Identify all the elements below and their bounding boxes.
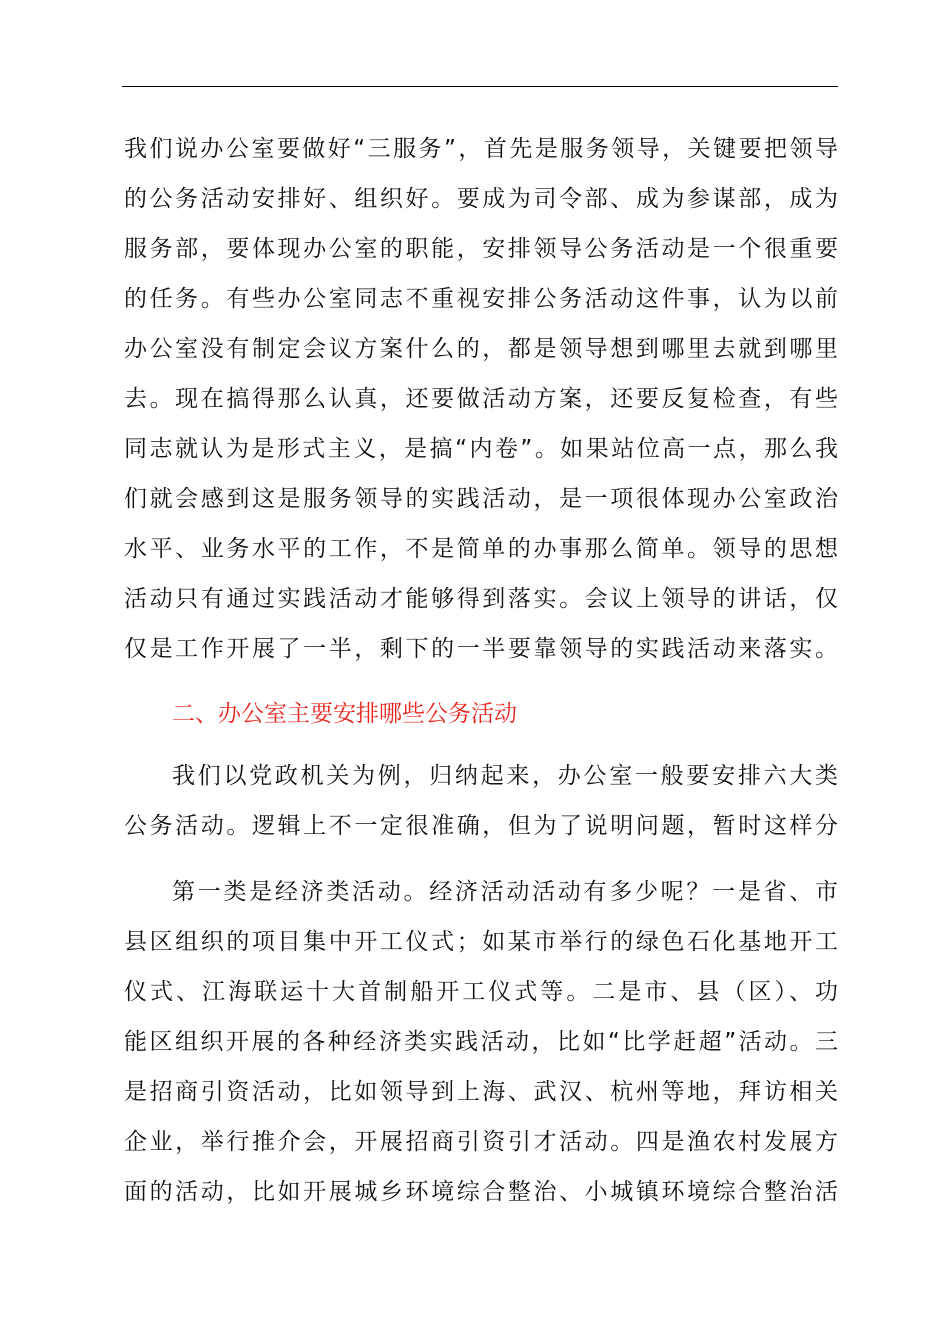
paragraph-line: 办公室没有制定会议方案什么的，都是领导想到哪里去就到哪里 (124, 336, 838, 362)
paragraph-line: 是招商引资活动，比如领导到上海、武汉、杭州等地，拜访相关 (124, 1079, 838, 1105)
paragraph-service-leaders (124, 124, 838, 674)
paragraph-line: 企业，举行推介会，开展招商引资引才活动。四是渔农村发展方 (124, 1129, 838, 1155)
paragraph-line: 同志就认为是形式主义，是搞“内卷”。如果站位高一点，那么我 (124, 436, 838, 462)
paragraph-line: 服务部，要体现办公室的职能，安排领导公务活动是一个很重要 (124, 236, 838, 262)
paragraph-line: 仅是工作开展了一半，剩下的一半要靠领导的实践活动来落实。 (124, 636, 838, 662)
paragraph-line: 县区组织的项目集中开工仪式；如某市举行的绿色石化基地开工 (124, 929, 838, 955)
paragraph-line: 第一类是经济类活动。经济活动活动有多少呢？一是省、市 (172, 879, 838, 905)
section-heading-text: 二、办公室主要安排哪些公务活动 (172, 701, 517, 727)
paragraph-line: 去。现在搞得那么认真，还要做活动方案，还要反复检查，有些 (124, 386, 838, 412)
paragraph-line: 我们以党政机关为例，归纳起来，办公室一般要安排六大类 (172, 763, 838, 789)
paragraph-line: 面的活动，比如开展城乡环境综合整治、小城镇环境综合整治活 (124, 1179, 838, 1205)
paragraph-line: 们就会感到这是服务领导的实践活动，是一项很体现办公室政治 (124, 486, 838, 512)
paragraph-six-categories (124, 751, 838, 851)
paragraph-line: 仪式、江海联运十大首制船开工仪式等。二是市、县（区）、功 (124, 979, 838, 1005)
paragraph-line: 能区组织开展的各种经济类实践活动，比如“比学赶超”活动。三 (124, 1029, 838, 1055)
paragraph-line: 我们说办公室要做好“三服务”，首先是服务领导，关键要把领导 (124, 136, 838, 162)
paragraph-line: 公务活动。逻辑上不一定很准确，但为了说明问题，暂时这样分 (124, 813, 838, 839)
section-heading-2 (124, 689, 838, 739)
paragraph-line: 活动只有通过实践活动才能够得到落实。会议上领导的讲话，仅 (124, 586, 838, 612)
paragraph-line: 水平、业务水平的工作，不是简单的办事那么简单。领导的思想 (124, 536, 838, 562)
paragraph-line: 的公务活动安排好、组织好。要成为司令部、成为参谋部，成为 (124, 186, 838, 212)
paragraph-economic-activities (124, 867, 838, 1217)
paragraph-line: 的任务。有些办公室同志不重视安排公务活动这件事，认为以前 (124, 286, 838, 312)
header-rule (122, 86, 838, 87)
